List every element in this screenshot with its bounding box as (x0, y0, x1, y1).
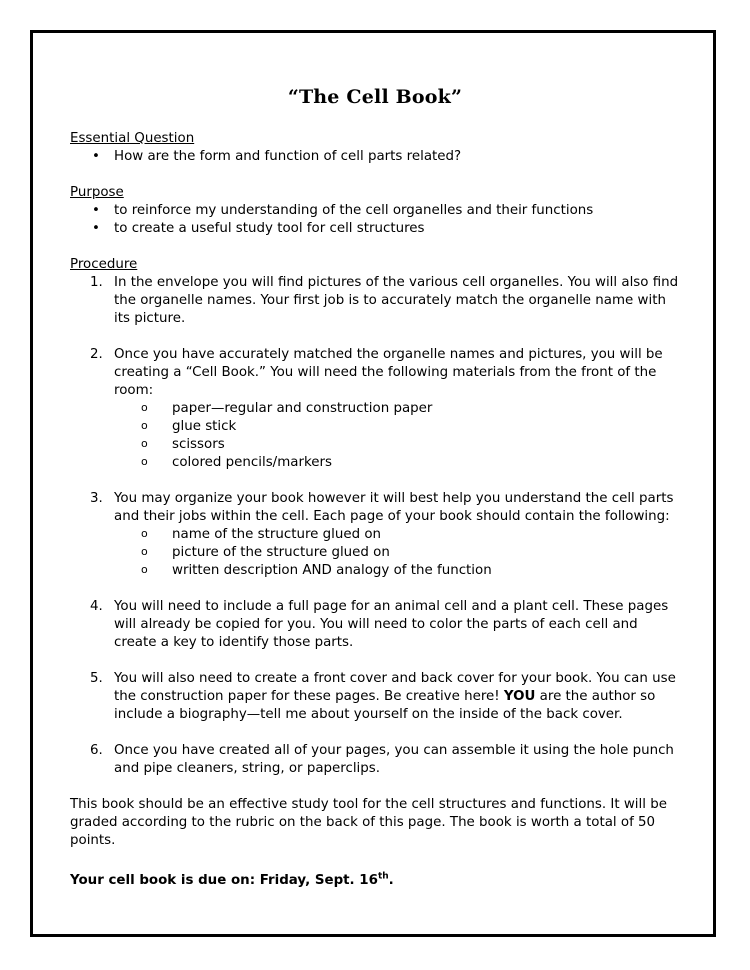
step-text: In the envelope you will find pictures of the various cell organelles. You will also find the organelle names. Your first job is to accurately match the organelle name with its picture. (114, 275, 679, 326)
procedure-step-1 (70, 274, 680, 328)
step-number: 3. (90, 491, 103, 506)
list-item: o name of the structure glued on (114, 526, 680, 544)
procedure-step-2 (70, 346, 680, 472)
step-text: You will need to include a full page for an animal cell and a plant cell. These pages will already be copied for you. You will need to color the parts of each cell and create a key to identify those parts. (114, 599, 669, 650)
step-text-bold: YOU (503, 689, 536, 704)
purpose-heading: Purpose (70, 185, 124, 200)
list-item: o scissors (114, 436, 680, 454)
essential-question-section (70, 130, 680, 166)
step-text: Once you have created all of your pages, you can assemble it using the hole punch and pipe cleaners, string, or paperclips. (114, 743, 674, 776)
essential-question-heading: Essential Question (70, 131, 195, 146)
list-item: o paper—regular and construction paper (114, 400, 680, 418)
due-date-text: Your cell book is due on: Friday, Sept. 16 (70, 873, 378, 888)
step-text-part: are the author so include a biography—tell me about yourself on the inside of the back cover. (114, 689, 656, 722)
step-text (114, 671, 676, 722)
purpose-list (70, 202, 680, 238)
procedure-heading: Procedure (70, 257, 138, 272)
step-number: 6. (90, 743, 103, 758)
page-contents-list (114, 526, 680, 580)
step-text: Once you have accurately matched the organelle names and pictures, you will be creating a “Cell Book.” You will need the following materials from the front of the room: (114, 347, 663, 398)
list-item: o glue stick (114, 418, 680, 436)
procedure-step-6 (70, 742, 680, 778)
step-number: 2. (90, 347, 103, 362)
list-item: o written description AND analogy of the function (114, 562, 680, 580)
due-date (70, 872, 680, 890)
due-date-suffix: th (377, 871, 389, 882)
step-number: 4. (90, 599, 103, 614)
procedure-section (70, 256, 680, 778)
procedure-steps (70, 274, 680, 778)
document-body (70, 88, 680, 890)
due-date-end: . (388, 873, 394, 888)
procedure-step-5 (70, 670, 680, 724)
step-number: 5. (90, 671, 103, 686)
essential-question-list (70, 148, 680, 166)
document-title: “The Cell Book” (287, 86, 463, 108)
list-item: • to create a useful study tool for cell structures (70, 220, 680, 238)
procedure-step-3 (70, 490, 680, 580)
step-text-part: You will also need to create a front cover and back cover for your book. You can use the construction paper for these pages. Be creative here! (114, 671, 676, 704)
purpose-section (70, 184, 680, 238)
step-text: You may organize your book however it will best help you understand the cell parts and their jobs within the cell. Each page of your book should contain the following: (114, 491, 674, 524)
list-item: o picture of the structure glued on (114, 544, 680, 562)
list-item: • to reinforce my understanding of the cell organelles and their functions (70, 202, 680, 220)
closing-paragraph: This book should be an effective study tool for the cell structures and functions. It will be graded according to the rubric on the back of this page. The book is worth a total of 50 points. (70, 797, 667, 848)
list-item: • How are the form and function of cell parts related? (70, 148, 680, 166)
step-number: 1. (90, 275, 103, 290)
materials-list (114, 400, 680, 472)
procedure-step-4 (70, 598, 680, 652)
list-item: o colored pencils/markers (114, 454, 680, 472)
